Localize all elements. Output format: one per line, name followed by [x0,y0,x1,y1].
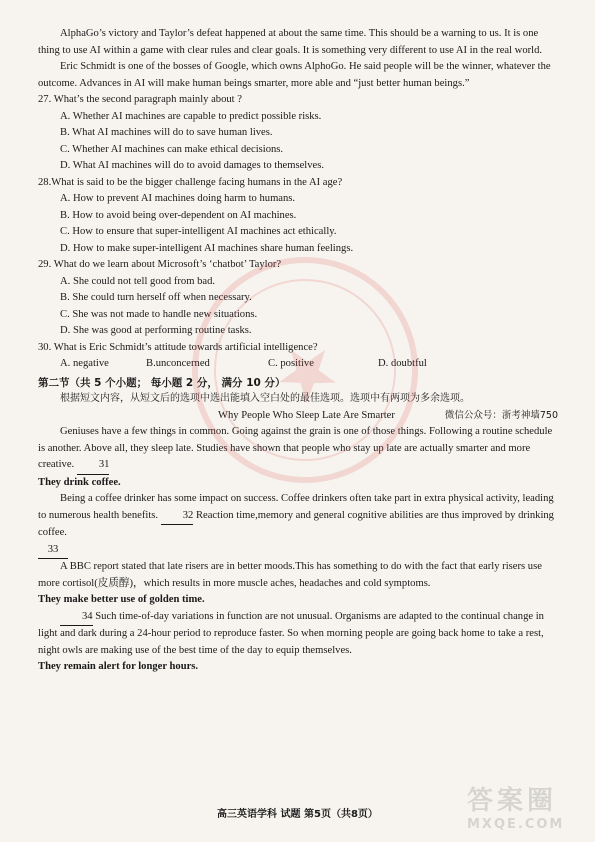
page-footer: 高三英语学科 试题 第5页（共8页） [217,809,378,820]
question-option: C. How to ensure that super-intelligent AI machines act ethically. [60,226,337,237]
question-29 [38,257,558,340]
section-instruction: 根据短文内容，从短文后的选项中选出能填入空白处的最佳选项。选项中有两项为多余选项。 [60,393,470,404]
question-option: B.unconcerned [146,358,210,369]
passage-paragraph: AlphaGo’s victory and Taylor’s defeat happened at about the same time. This should be a warning to us. It is one thing to use AI within a game with clear rules and clear goals. It is something very different to use AI in the real world. [38,28,543,56]
question-option: C. positive [268,358,314,369]
question-option: A. negative [60,358,109,369]
wechat-label: 微信公众号：浙考神墙750 [444,409,558,421]
question-27 [38,92,558,175]
question-option: C. Whether AI machines can make ethical decisions. [60,143,284,155]
question-option: B. What AI machines will do to save human lives. [60,127,273,138]
passage-paragraph: A BBC report stated that late risers are in better moods.This has something to do with the fact that early risers use more cortisol(皮质醇)，which results in more muscle aches, headaches and cold symptoms. [38,561,542,589]
question-stem: 30. What is Eric Schmidt’s attitude towards artificial intelligence? [38,341,318,353]
question-option: A. How to prevent AI machines doing harm to humans. [60,193,296,204]
blank-33[interactable]: 33 [38,542,68,560]
passage-paragraph [38,542,558,560]
passage-paragraph: Eric Schmidt is one of the bosses of Google, which owns AlphoGo. He said people will be the winner, whatever the outcome. Advances in AI will make human beings smarter, more able and “just better human beings.” [38,61,551,89]
question-option: D. How to make super-intelligent AI machines share human feelings. [60,242,354,254]
question-stem: 27. What’s the second paragraph mainly about ? [38,94,242,105]
passage-paragraph: Being a coffee drinker has some impact on success. Coffee drinkers often take part in extra physical activity, leading to numerous health benefits. 32 Reaction time,memory and general cognitive abilities are thus improved by drinking coffee. [38,493,554,538]
passage-subheading: They remain alert for longer hours. [38,661,199,672]
section-heading: 第二节（共 5 个小题； 每小题 2 分， 满分 10 分） [38,376,286,389]
passage-subheading: They make better use of golden time. [38,594,205,605]
blank-32[interactable]: 32 [161,508,194,526]
site-logo [467,780,587,836]
logo-text: 答案圈 [467,786,558,816]
question-option: A. She could not tell good from bad. [60,275,216,287]
question-options-row [38,356,558,373]
passage-subheading: They drink coffee. [38,476,121,488]
passage-title: Why People Who Sleep Late Are Smarter [218,409,395,421]
passage-paragraph: Geniuses have a few things in common. Going against the grain is one of those things. Following a routine schedule is another. Above all, they sleep late. Studies have shown that people who stay up late are actually smarter and more creative. 31 [38,424,558,475]
logo-url: MXQE.COM [467,817,565,832]
question-option: D. doubtful [378,358,427,369]
passage-paragraph: 34 Such time-of-day variations in function are not unusual. Organisms are adapted to the continual change in light and dark during a 24-hour period to reproduce faster. So when morning people are going back home to take a rest, night owls are making use of the best time of the day to equip themselves. [38,610,544,656]
question-option: D. She was good at performing routine tasks. [60,325,252,336]
question-option: C. She was not made to handle new situations. [60,308,258,320]
blank-34[interactable]: 34 [60,609,93,627]
question-28 [38,175,558,258]
question-option: B. How to avoid being over-dependent on AI machines. [60,209,297,221]
question-option: D. What AI machines will do to avoid damages to themselves. [60,160,325,171]
question-option: A. Whether AI machines are capable to predict possible risks. [60,110,322,122]
question-stem: 28.What is said to be the bigger challenge facing humans in the AI age? [38,176,343,188]
blank-31[interactable]: 31 [77,457,110,475]
exam-page [38,26,558,676]
question-stem: 29. What do we learn about Microsoft’s ‘chatbot’ Taylor? [38,259,282,270]
question-30 [38,340,558,373]
passage-title-line [38,408,558,425]
question-option: B. She could turn herself off when necessary. [60,292,252,303]
